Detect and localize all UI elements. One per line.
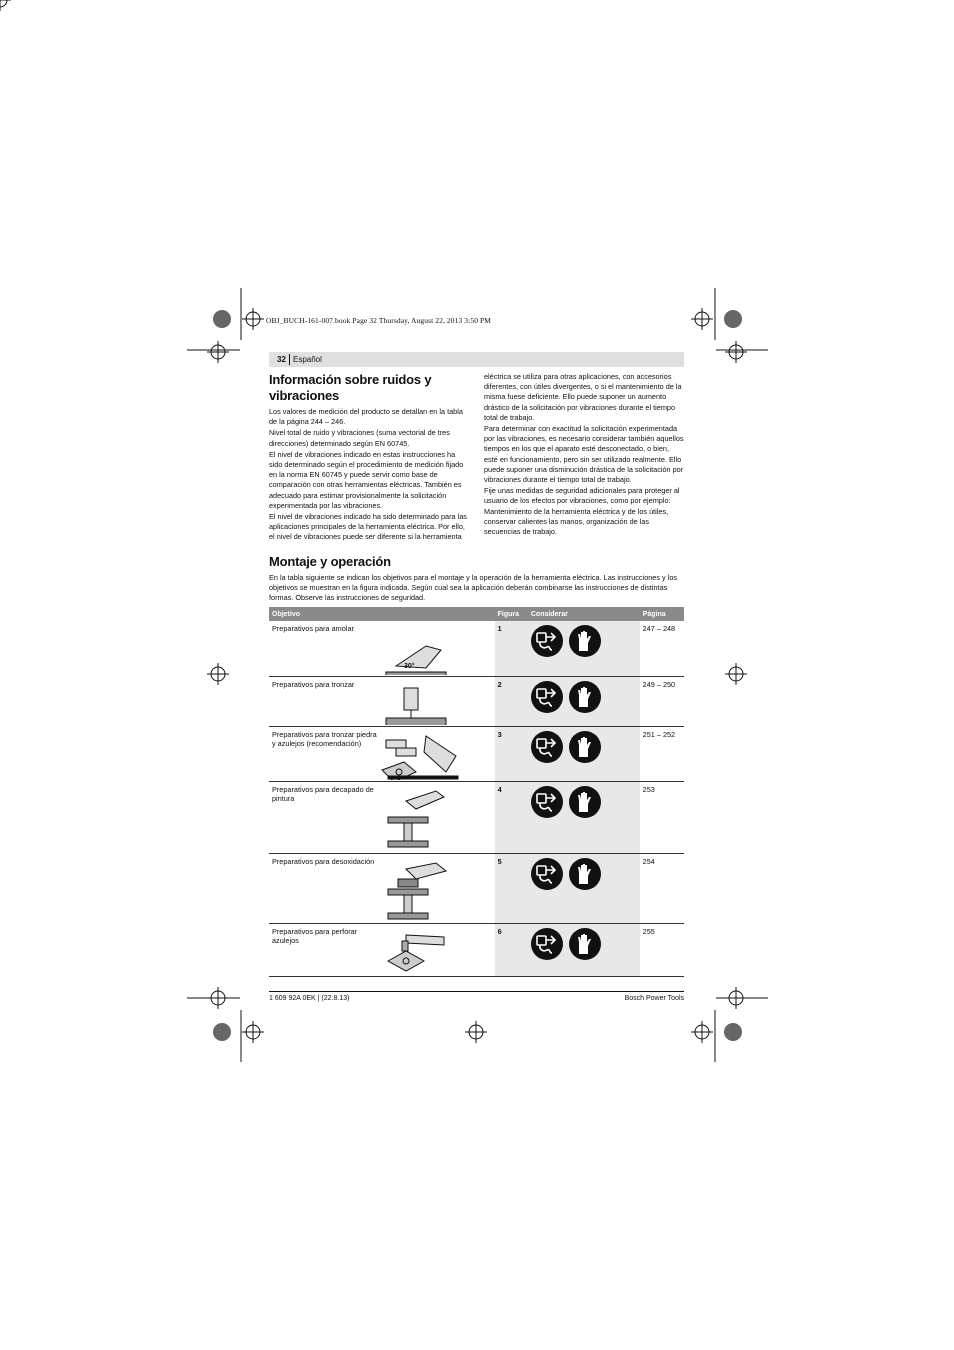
objective-text: Preparativos para tronzar [272,680,355,689]
section-title-assembly: Montaje y operación [269,554,391,569]
figure-cell: 6 [495,924,528,977]
paragraph: Para determinar con exactitud la solicitación experimentada por las vibraciones, es necesario considerar también aquellos tiempos en los que el aparato esté desconectado, o bien, esté en funcionamiento, pero sin ser utilizado realmente. Ello puede suponer una disminución drástica de la solicitación por vibraciones durante el tiempo total de trabajo. [484,424,684,485]
gloves-icon [569,625,601,657]
gloves-icon [569,681,601,713]
paragraph: eléctrica se utiliza para otras aplicaciones, con accesorios diferentes, con útiles divergentes, o si el mantenimiento de la misma fuese deficiente. Ello puede suponer un aumento drástico de la solicitación por vibraciones durante el tiempo total de trabajo. [484,372,682,422]
assembly-intro: En la tabla siguiente se indican los objetivos para el montaje y la operación de la herramienta eléctrica. Las instrucciones y los objetivos se muestran en la figura indicada. Según cual sea la aplicación deberán combinarse las instrucciones de distintas formas. Observe las instrucciones de seguridad. [269,573,678,603]
figure-cell: 5 [495,854,528,924]
consider-cell [528,621,640,677]
page-cell: 251 – 252 [640,727,684,782]
col-header-consider: Considerar [528,607,640,621]
table-header-row [269,607,684,621]
figure-cell: 3 [495,727,528,782]
figure-illustration [376,682,466,725]
unplug-icon [531,625,563,657]
unplug-icon [531,731,563,763]
footer-doc-code: 1 609 92A 0EK | (22.8.13) [269,995,350,1002]
objective-cell [269,727,495,782]
footer-rule [269,991,684,992]
figure-cell: 2 [495,677,528,727]
gloves-icon [569,928,601,960]
objectives-table [269,607,684,977]
language-label: Español [293,355,322,364]
page-cell: 253 [640,782,684,854]
print-slug: OBJ_BUCH-161-007.book Page 32 Thursday, August 22, 2013 3:50 PM [266,316,492,325]
paragraph: Nivel total de ruido y vibraciones (suma vectorial de tres direcciones) determinado según EN 60745. [269,428,450,448]
unplug-icon [531,928,563,960]
table-row [269,854,684,924]
noise-vibration-column-right [484,372,684,538]
figure-cell: 1 [495,621,528,677]
page-number: 32 [277,355,286,364]
gloves-icon [569,786,601,818]
unplug-icon [531,786,563,818]
objective-cell [269,924,495,977]
consider-cell [528,727,640,782]
objective-text: Preparativos para amolar [272,624,354,633]
paragraph: El nivel de vibraciones indicado en estas instrucciones ha sido determinado según el procedimiento de medición fijado en la norma EN 60745 y puede servir como base de comparación con otras herramientas eléctricas. También es adecuado para estimar provisionalmente la solicitación experimentada por las vibraciones. [269,449,464,510]
noise-vibration-column-left [269,372,469,544]
unplug-icon [531,858,563,890]
col-header-page: Página [640,607,684,621]
gloves-icon [569,731,601,763]
consider-cell [528,924,640,977]
table-row [269,782,684,854]
table-row [269,924,684,977]
paragraph: El nivel de vibraciones indicado ha sido determinado para las aplicaciones principales de la herramienta eléctrica. Por ello, el nivel de vibraciones puede ser diferente si la herramienta [269,512,467,542]
objective-cell [269,621,495,677]
consider-cell [528,677,640,727]
objective-text: Preparativos para perforar azulejos [272,927,358,945]
objective-cell [269,854,495,924]
paragraph: Los valores de medición del producto se detallan en la tabla de la página 244 – 246. [269,407,463,427]
figure-illustration [376,787,466,852]
page-header-bar [269,352,684,367]
page-cell: 254 [640,854,684,924]
objective-text: Preparativos para decapado de pintura [272,785,374,803]
page-cell: 249 – 250 [640,677,684,727]
section-title-line2: vibraciones [269,388,340,403]
figure-illustration [376,859,466,922]
table-row [269,727,684,782]
page-cell: 255 [640,924,684,977]
col-header-figure: Figura [495,607,528,621]
angle-label: 30° [404,663,415,670]
objective-cell [269,677,495,727]
figure-illustration [376,626,466,675]
footer-brand: Bosch Power Tools [624,995,684,1002]
objective-text: Preparativos para tronzar piedra y azulejos (recomendación) [272,730,377,748]
gloves-icon [569,858,601,890]
consider-cell [528,782,640,854]
col-header-objective: Objetivo [269,607,495,621]
paragraph: Fije unas medidas de seguridad adicionales para proteger al usuario de los efectos por vibraciones, como por ejemplo: Mantenimiento de la herramienta eléctrica y de los útiles, conservar calientes las manos, organización de las secuencias de trabajo. [484,486,680,537]
consider-cell [528,854,640,924]
table-row [269,677,684,727]
figure-illustration [376,732,466,780]
objective-text: Preparativos para desoxidación [272,857,375,866]
table-row [269,621,684,677]
section-title-line1: Información sobre ruidos y [269,372,432,387]
page-cell: 247 – 248 [640,621,684,677]
header-divider [289,354,290,365]
section-title-noise [269,372,469,404]
figure-cell: 4 [495,782,528,854]
figure-illustration [376,929,466,975]
objective-cell [269,782,495,854]
unplug-icon [531,681,563,713]
